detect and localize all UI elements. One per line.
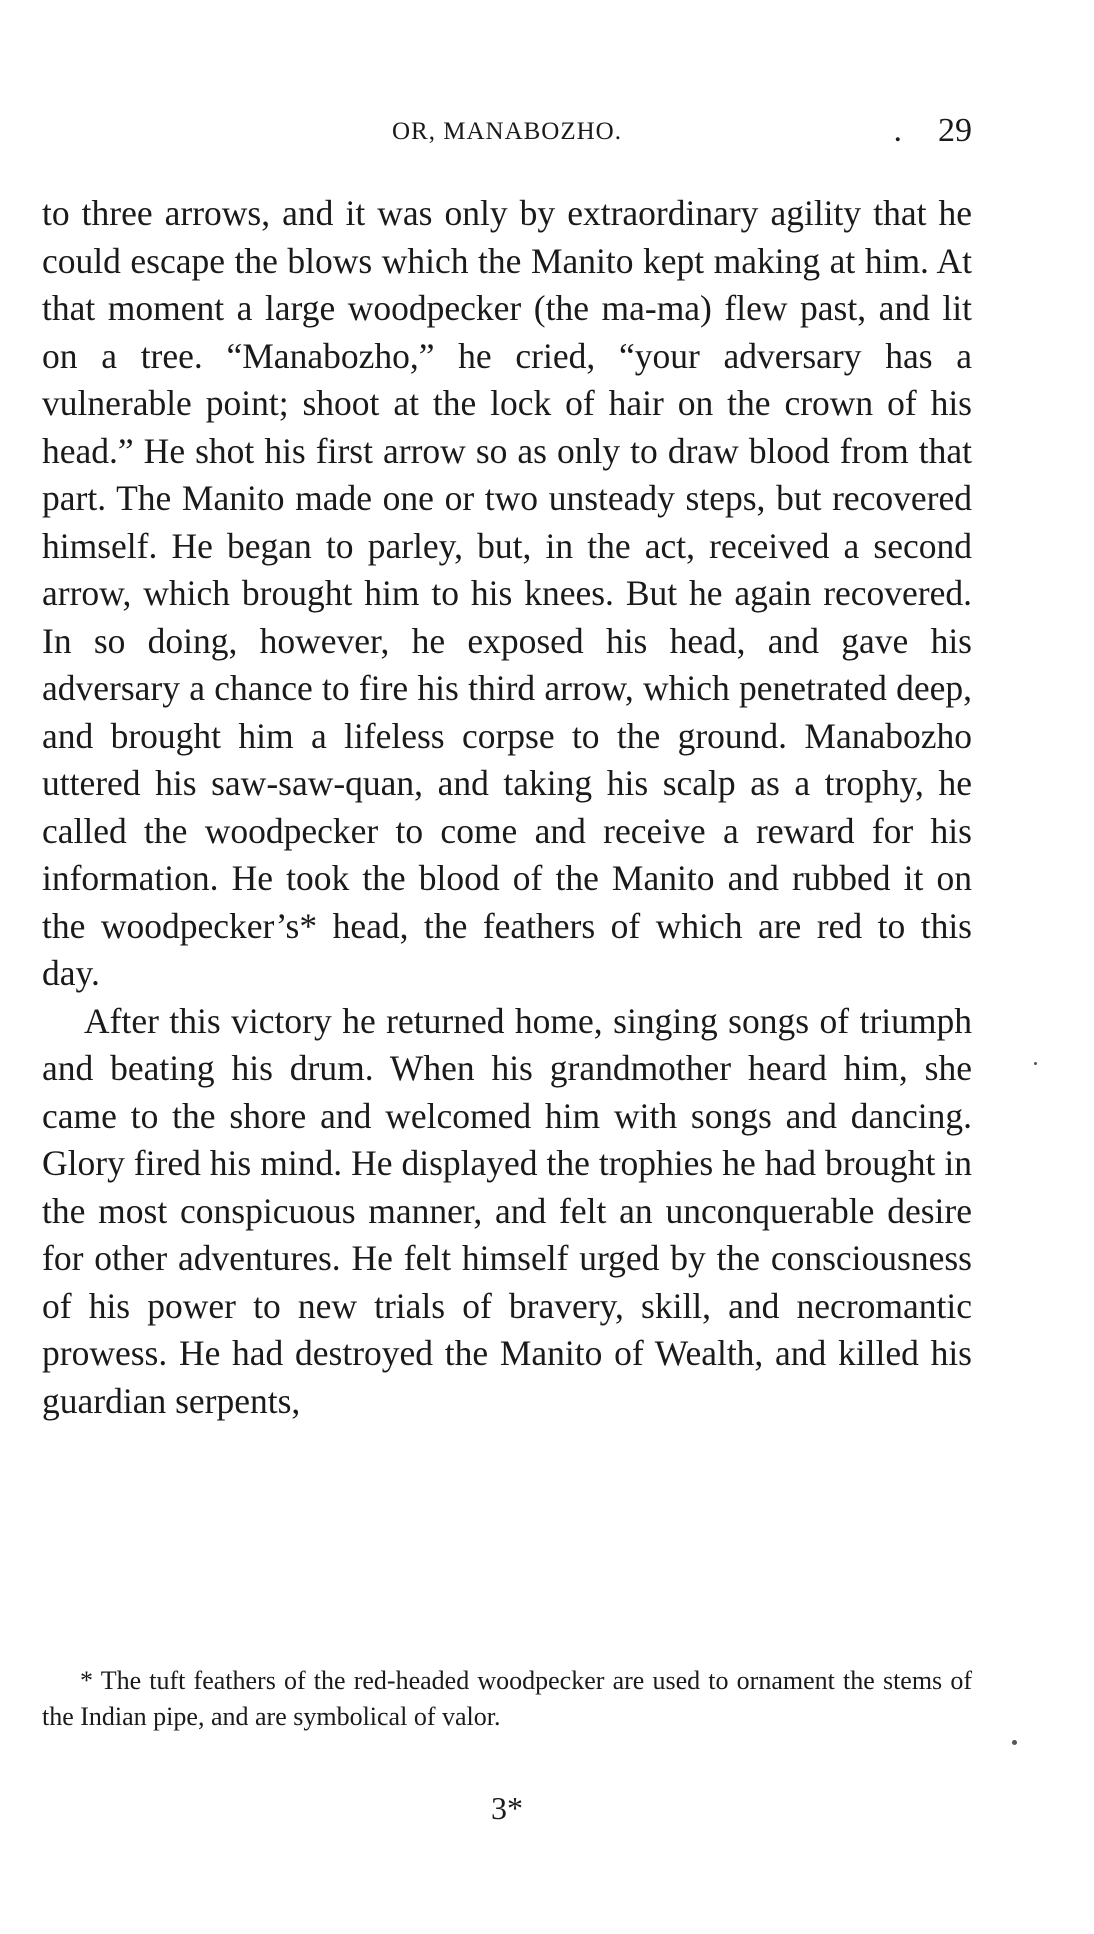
page-number: 29 (938, 112, 972, 149)
margin-speck (1034, 1062, 1037, 1065)
header-dot: . (893, 112, 902, 149)
book-page (42, 0, 972, 1934)
running-head (42, 112, 972, 152)
running-title (42, 118, 972, 146)
footnote-text: * The tuft feathers of the red-headed woodpecker are used to ornament the stems of the Indian pipe, and are symbolical of valor. (42, 1666, 972, 1731)
margin-speck (1012, 1740, 1017, 1745)
paragraph-2: After this victory he returned home, singing songs of triumph and beating his drum. When his grandmother heard him, she came to the shore and welcomed him with songs and dancing. Glory fired his mind. He displayed the trophies he had brought in the most conspicuous manner, and felt an unconquerable desire for other adventures. He felt himself urged by the consciousness of his power to new trials of bravery, skill, and necromantic prowess. He had destroyed the Manito of Wealth, and killed his guardian serpents, (42, 1000, 972, 1421)
running-title-text: OR, MANABOZHO. (392, 118, 622, 145)
body-text (42, 190, 972, 1425)
signature-mark: 3* (491, 1790, 523, 1826)
footnote (42, 1663, 972, 1735)
paragraph-1: to three arrows, and it was only by extraordinary agility that he could escape the blows which the Manito kept making at him. At that moment a large woodpecker (the ma-ma) flew past, and lit on a tree. “Manabozho,” he cried, “your adversary has a vulnerable point; shoot at the lock of hair on the crown of his head.” He shot his first arrow so as only to draw blood from that part. The Manito made one or two unsteady steps, but recovered himself. He began to parley, but, in the act, received a second arrow, which brought him to his knees. But he again recovered. In so doing, however, he exposed his head, and gave his adversary a chance to fire his third arrow, which penetrated deep, and brought him a lifeless corpse to the ground. Manabozho uttered his saw-saw-quan, and taking his scalp as a trophy, he called the woodpecker to come and receive a reward for his information. He took the blood of the Manito and rubbed it on the woodpecker’s* head, the feathers of which are red to this day. (42, 193, 972, 993)
